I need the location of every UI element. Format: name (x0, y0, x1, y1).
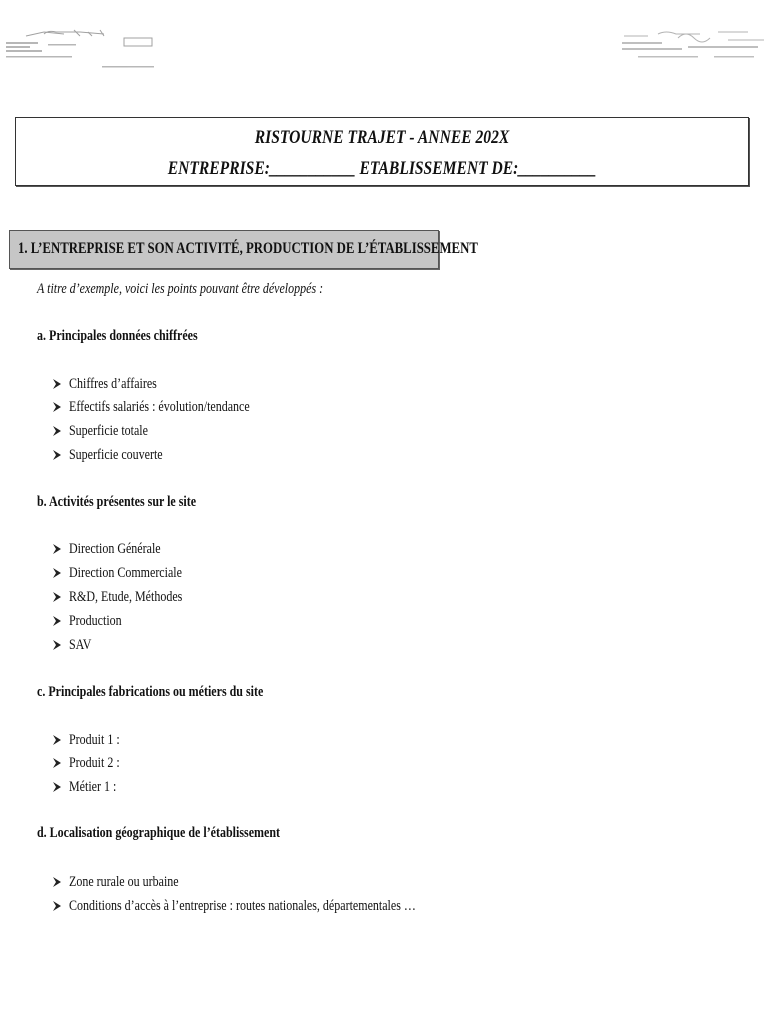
subsection-heading-c: c. Principales fabrications ou métiers du site (37, 684, 264, 700)
organization-logo (4, 26, 158, 72)
arrow-bullet-icon (52, 378, 62, 390)
arrow-bullet-icon (52, 639, 62, 651)
section-heading-label: 1. L’ENTREPRISE ET SON ACTIVITÉ, PRODUCTION DE L’ÉTABLISSEMENT (18, 240, 478, 257)
subsection-heading-a: a. Principales données chiffrées (37, 328, 198, 344)
subsection-heading-d: d. Localisation géographique de l’établissement (37, 825, 281, 841)
arrow-bullet-icon (52, 567, 62, 579)
arrow-bullet-icon (52, 900, 62, 912)
subsection-heading-b: b. Activités présentes sur le site (37, 494, 197, 510)
arrow-bullet-icon (52, 591, 62, 603)
document-title: RISTOURNE TRAJET - ANNEE 202X (254, 127, 510, 148)
arrow-bullet-icon (52, 449, 62, 461)
arrow-bullet-icon (52, 757, 62, 769)
arrow-bullet-icon (52, 876, 62, 888)
arrow-bullet-icon (52, 401, 62, 413)
arrow-bullet-icon (52, 781, 62, 793)
arrow-bullet-icon (52, 734, 62, 746)
partner-logo (618, 26, 768, 66)
arrow-bullet-icon (52, 543, 62, 555)
arrow-bullet-icon (52, 425, 62, 437)
arrow-bullet-icon (52, 615, 62, 627)
intro-text: A titre d’exemple, voici les points pouvant être développés : (37, 281, 324, 297)
document-title-box (15, 117, 749, 186)
section-heading (9, 230, 478, 269)
company-establishment-line: ENTREPRISE:___________ ETABLISSEMENT DE:__________ (167, 158, 597, 179)
